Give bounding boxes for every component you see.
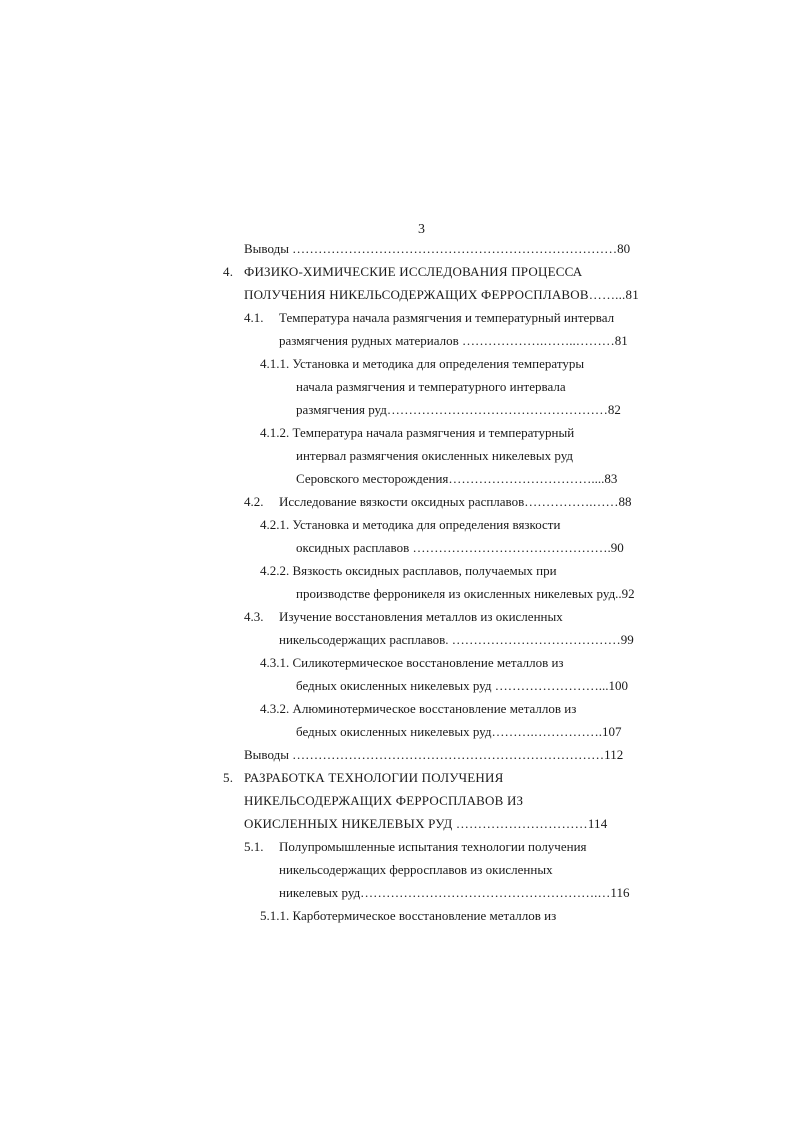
toc-chapter-heading [223, 264, 582, 280]
toc-title: Исследование вязкости оксидных расплавов…………….……88 [279, 494, 632, 509]
toc-title: Изучение восстановления металлов из окисленных [279, 609, 563, 624]
toc-entry: Выводы …………………………………………………………………80 [244, 241, 631, 256]
page-number: 3 [418, 222, 425, 237]
toc-entry: ОКИСЛЕННЫХ НИКЕЛЕВЫХ РУД …………………………114 [244, 816, 608, 831]
toc-entry: Серовского месторождения……………………………....83 [296, 471, 618, 486]
toc-entry: Выводы ………………………………………………………………112 [244, 747, 624, 762]
toc-entry: бедных окисленных никелевых руд ……………………...100 [296, 678, 628, 693]
toc-section [244, 494, 632, 510]
toc-section [244, 609, 563, 625]
toc-number: 4.1. [244, 310, 264, 325]
toc-entry: бедных окисленных никелевых руд……….…………….107 [296, 724, 622, 739]
toc-subsection: 4.1.1. Установка и методика для определения температуры [260, 356, 585, 371]
toc-entry: никельсодержащих ферросплавов из окисленных [279, 862, 553, 877]
toc-section [244, 839, 587, 855]
toc-entry: размягчения рудных материалов ……………….……..………81 [279, 333, 628, 348]
toc-subsection: 4.2.1. Установка и методика для определения вязкости [260, 517, 561, 532]
toc-subsection: 5.1.1. Карботермическое восстановление металлов из [260, 908, 557, 923]
toc-title: ФИЗИКО-ХИМИЧЕСКИЕ ИССЛЕДОВАНИЯ ПРОЦЕССА [244, 264, 583, 279]
toc-subsection: 4.3.1. Силикотермическое восстановление металлов из [260, 655, 564, 670]
toc-entry: никельсодержащих расплавов. …………………………………99 [279, 632, 634, 647]
toc-entry: интервал размягчения окисленных никелевых руд [296, 448, 574, 463]
toc-entry: НИКЕЛЬСОДЕРЖАЩИХ ФЕРРОСПЛАВОВ ИЗ [244, 793, 524, 808]
toc-entry: ПОЛУЧЕНИЯ НИКЕЛЬСОДЕРЖАЩИХ ФЕРРОСПЛАВОВ……...81 [244, 287, 639, 302]
toc-entry: производстве ферроникеля из окисленных никелевых руд..92 [296, 586, 635, 601]
toc-subsection: 4.3.2. Алюминотермическое восстановление металлов из [260, 701, 577, 716]
toc-title: РАЗРАБОТКА ТЕХНОЛОГИИ ПОЛУЧЕНИЯ [244, 770, 504, 785]
toc-title: Полупромышленные испытания технологии получения [279, 839, 587, 854]
toc-number: 4.2. [244, 494, 264, 509]
toc-entry: никелевых руд……………………………………………….…116 [279, 885, 630, 900]
toc-chapter-heading [223, 770, 503, 786]
toc-number: 4.3. [244, 609, 264, 624]
toc-title: Температура начала размягчения и температурный интервал [279, 310, 615, 325]
toc-entry: размягчения руд……………………………………………82 [296, 402, 621, 417]
toc-number: 5.1. [244, 839, 264, 854]
toc-subsection: 4.2.2. Вязкость оксидных расплавов, получаемых при [260, 563, 557, 578]
toc-entry: оксидных расплавов ……………………………………….90 [296, 540, 624, 555]
toc-number: 5. [223, 770, 234, 785]
toc-subsection: 4.1.2. Температура начала размягчения и температурный [260, 425, 575, 440]
toc-section [244, 310, 614, 326]
toc-entry: начала размягчения и температурного интервала [296, 379, 566, 394]
toc-number: 4. [223, 264, 234, 279]
